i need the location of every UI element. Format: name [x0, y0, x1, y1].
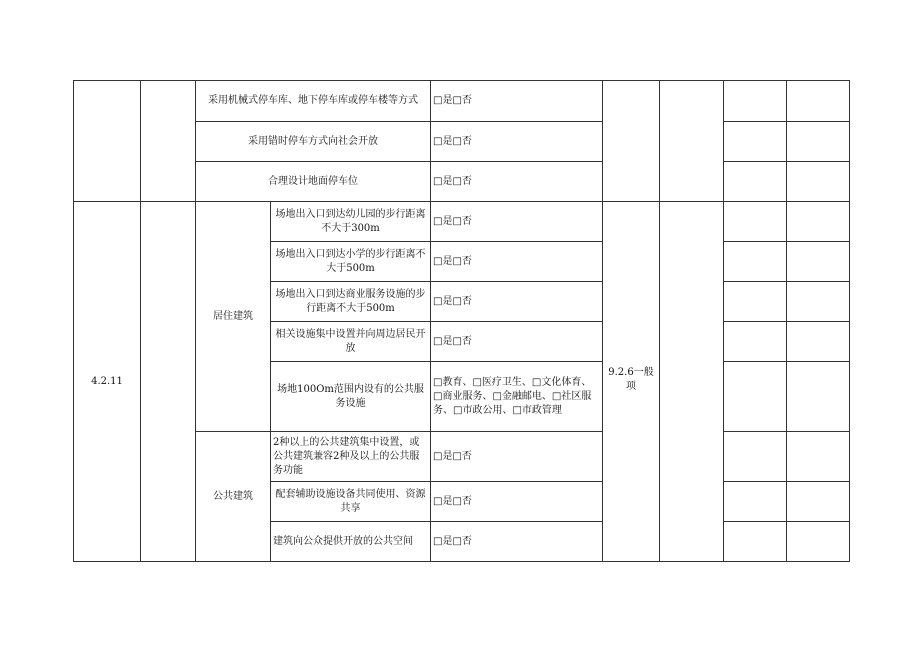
- table-row: [74, 202, 850, 242]
- category-cell-empty: [141, 202, 196, 562]
- reference-cell-empty: [603, 81, 660, 202]
- item-cell: 建筑向公众提供开放的公共空间: [271, 522, 431, 562]
- item-cell: 场地出入口到达幼儿园的步行距离不大于300m: [271, 202, 431, 242]
- yes-no-checkbox[interactable]: □是□否: [431, 242, 603, 282]
- clause-cell-empty: [74, 81, 141, 202]
- blank-cell: [787, 202, 850, 242]
- blank-cell: [787, 362, 850, 432]
- item-cell: 采用机械式停车库、地下停车库或停车楼等方式: [196, 81, 431, 122]
- blank-cell: [724, 482, 787, 522]
- yes-no-checkbox[interactable]: □是□否: [431, 122, 603, 162]
- blank-cell: [724, 322, 787, 362]
- blank-cell: [787, 432, 850, 482]
- blank-cell: [787, 322, 850, 362]
- yes-no-checkbox[interactable]: □是□否: [431, 81, 603, 122]
- residential-label: 居住建筑: [196, 202, 271, 432]
- standard-reference: 9.2.6一般项: [603, 202, 660, 562]
- blank-cell: [787, 122, 850, 162]
- blank-cell: [724, 432, 787, 482]
- blank-cell: [724, 242, 787, 282]
- blank-cell: [787, 522, 850, 562]
- yes-no-checkbox[interactable]: □是□否: [431, 162, 603, 202]
- item-cell: 配套辅助设施设备共同使用、资源共享: [271, 482, 431, 522]
- facility-options-checkboxes[interactable]: □教育、□医疗卫生、□文化体育、□商业服务、□金融邮电、□社区服务、□市政公用、□市政管理: [431, 362, 603, 432]
- item-cell: 场地100Om范围内设有的公共服务设施: [271, 362, 431, 432]
- blank-cell: [787, 482, 850, 522]
- item-cell: 相关设施集中设置并向周边居民开放: [271, 322, 431, 362]
- checklist-table: [73, 80, 850, 562]
- blank-cell: [724, 162, 787, 202]
- blank-cell: [787, 282, 850, 322]
- blank-cell: [660, 202, 724, 562]
- yes-no-checkbox[interactable]: □是□否: [431, 282, 603, 322]
- yes-no-checkbox[interactable]: □是□否: [431, 522, 603, 562]
- blank-cell: [724, 282, 787, 322]
- blank-cell: [724, 522, 787, 562]
- yes-no-checkbox[interactable]: □是□否: [431, 202, 603, 242]
- blank-cell: [787, 242, 850, 282]
- yes-no-checkbox[interactable]: □是□否: [431, 482, 603, 522]
- blank-cell: [660, 81, 724, 202]
- item-cell: 场地出入口到达商业服务设施的步行距离不大于500m: [271, 282, 431, 322]
- item-cell: 2种以上的公共建筑集中设置，或公共建筑兼容2种及以上的公共服务功能: [271, 432, 431, 482]
- blank-cell: [724, 81, 787, 122]
- item-cell: 采用错时停车方式向社会开放: [196, 122, 431, 162]
- blank-cell: [787, 81, 850, 122]
- yes-no-checkbox[interactable]: □是□否: [431, 432, 603, 482]
- blank-cell: [724, 202, 787, 242]
- clause-number: 4.2.11: [74, 202, 141, 562]
- public-label: 公共建筑: [196, 432, 271, 562]
- blank-cell: [787, 162, 850, 202]
- item-cell: 场地出入口到达小学的步行距离不大于500m: [271, 242, 431, 282]
- blank-cell: [724, 362, 787, 432]
- table-row: [74, 81, 850, 122]
- yes-no-checkbox[interactable]: □是□否: [431, 322, 603, 362]
- blank-cell: [724, 122, 787, 162]
- item-cell: 合理设计地面停车位: [196, 162, 431, 202]
- category-cell-empty: [141, 81, 196, 202]
